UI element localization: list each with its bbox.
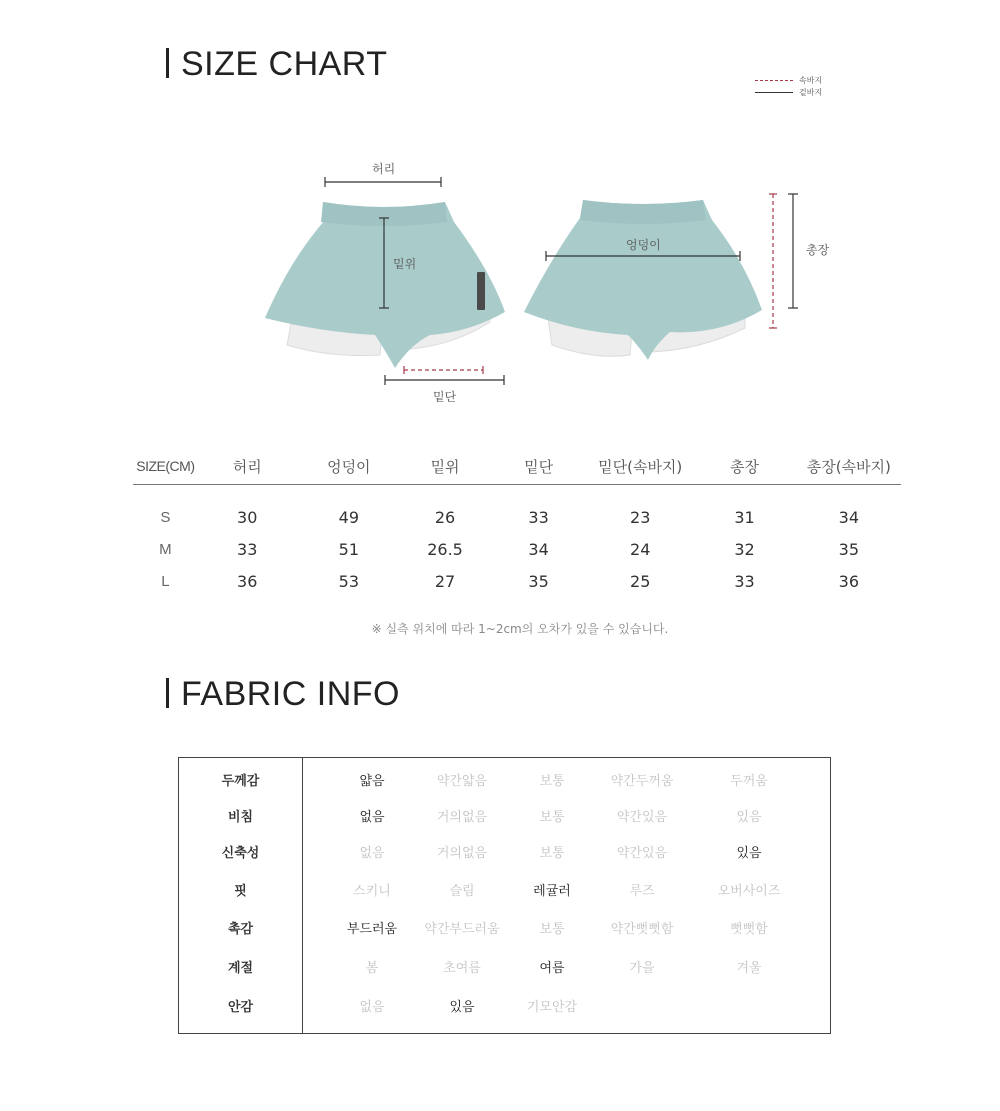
fabric-option: 겨울 bbox=[736, 961, 762, 976]
fabric-option: 있음 bbox=[449, 1000, 475, 1015]
fabric-row-label: 신축성 bbox=[221, 846, 260, 861]
table-cell: 26 bbox=[434, 507, 456, 527]
back-shorts-image bbox=[524, 200, 762, 360]
table-cell: 34 bbox=[838, 507, 859, 527]
fabric-option: 오버사이즈 bbox=[717, 884, 781, 899]
fabric-option: 봄 bbox=[365, 961, 379, 976]
hem-label: 밑단 bbox=[433, 390, 457, 404]
fabric-option: 약간두꺼움 bbox=[610, 774, 674, 789]
table-cell: 25 bbox=[630, 571, 651, 591]
table-cell: 49 bbox=[338, 507, 359, 527]
fabric-option: 기모안감 bbox=[526, 1000, 578, 1015]
col-waist: 허리 bbox=[198, 448, 297, 485]
legend-dashed-label: 속바지 bbox=[799, 75, 823, 85]
table-cell: 27 bbox=[434, 571, 456, 591]
table-cell: 31 bbox=[734, 507, 755, 527]
fabric-row bbox=[179, 877, 832, 907]
col-size: SIZE(CM) bbox=[133, 448, 198, 485]
fabric-info-title bbox=[166, 675, 400, 714]
size-table bbox=[133, 448, 901, 597]
table-cell: 26.5 bbox=[427, 539, 463, 559]
fabric-option: 약간있음 bbox=[616, 810, 668, 825]
fabric-option: 루즈 bbox=[629, 884, 655, 899]
table-cell: 34 bbox=[528, 539, 549, 559]
fabric-row bbox=[179, 767, 832, 797]
fabric-option: 스키니 bbox=[353, 884, 391, 899]
waist-label: 허리 bbox=[372, 162, 396, 176]
fabric-row-label: 촉감 bbox=[227, 922, 254, 937]
col-hem-liner: 밑단(속바지) bbox=[588, 448, 692, 485]
title-bar bbox=[166, 678, 169, 708]
fabric-option: 뻣뻣함 bbox=[730, 922, 768, 937]
size-chart-title-text: SIZE CHART bbox=[181, 45, 388, 83]
size-cell: L bbox=[161, 572, 170, 590]
fabric-option: 보통 bbox=[539, 810, 565, 825]
length-label: 총장 bbox=[806, 243, 830, 257]
fabric-row-label: 안감 bbox=[227, 1000, 254, 1015]
rise-label: 밑위 bbox=[393, 257, 417, 271]
table-cell: 36 bbox=[237, 571, 258, 591]
hip-label: 엉덩이 bbox=[626, 238, 661, 252]
table-cell: 33 bbox=[734, 571, 755, 591]
fabric-option: 두꺼움 bbox=[730, 774, 768, 789]
fabric-option: 초여름 bbox=[443, 961, 481, 976]
fabric-option: 약간있음 bbox=[616, 846, 668, 861]
fabric-option: 부드러움 bbox=[346, 922, 398, 937]
table-cell: 32 bbox=[734, 539, 755, 559]
fabric-option: 있음 bbox=[736, 846, 762, 861]
fabric-row bbox=[179, 954, 832, 984]
size-table-header bbox=[133, 448, 901, 485]
legend-solid-label: 겉바지 bbox=[799, 87, 823, 97]
table-row bbox=[133, 501, 901, 533]
fabric-option: 보통 bbox=[539, 922, 565, 937]
col-length-liner: 총장(속바지) bbox=[797, 448, 901, 485]
table-cell: 51 bbox=[338, 539, 359, 559]
fabric-row bbox=[179, 839, 832, 869]
table-cell: 53 bbox=[338, 571, 359, 591]
fabric-option: 약간뻣뻣함 bbox=[610, 922, 674, 937]
table-cell: 35 bbox=[528, 571, 549, 591]
table-row bbox=[133, 533, 901, 565]
fabric-row bbox=[179, 993, 832, 1023]
fabric-row-label: 계절 bbox=[227, 961, 254, 976]
size-cell: S bbox=[160, 508, 171, 526]
fabric-option: 얇음 bbox=[359, 774, 385, 789]
fabric-option: 약간부드러움 bbox=[424, 922, 500, 937]
front-shorts-image bbox=[265, 202, 505, 368]
size-cell: M bbox=[159, 540, 172, 558]
col-rise: 밑위 bbox=[401, 448, 489, 485]
col-hip: 엉덩이 bbox=[297, 448, 401, 485]
col-hem: 밑단 bbox=[489, 448, 588, 485]
fabric-option: 슬림 bbox=[449, 884, 475, 899]
fabric-option: 거의없음 bbox=[436, 846, 488, 861]
measurement-note: ※ 실측 위치에 따라 1~2cm의 오차가 있을 수 있습니다. bbox=[371, 622, 669, 636]
fabric-row-label: 비침 bbox=[227, 810, 254, 825]
table-cell: 23 bbox=[630, 507, 651, 527]
fabric-row-label: 핏 bbox=[234, 884, 247, 899]
fabric-row bbox=[179, 803, 832, 833]
table-cell: 36 bbox=[838, 571, 859, 591]
fabric-row bbox=[179, 915, 832, 945]
fabric-option: 있음 bbox=[736, 810, 762, 825]
table-cell: 33 bbox=[237, 539, 258, 559]
fabric-option: 없음 bbox=[359, 846, 385, 861]
fabric-row-label: 두께감 bbox=[221, 774, 260, 789]
shorts-diagram bbox=[0, 0, 1000, 420]
fabric-option: 없음 bbox=[359, 1000, 385, 1015]
table-cell: 24 bbox=[630, 539, 651, 559]
table-cell: 30 bbox=[237, 507, 258, 527]
fabric-option: 거의없음 bbox=[436, 810, 488, 825]
table-row bbox=[133, 565, 901, 597]
fabric-info-table bbox=[178, 757, 831, 1034]
fabric-option: 보통 bbox=[539, 846, 565, 861]
fabric-option: 가을 bbox=[629, 961, 655, 976]
table-cell: 35 bbox=[838, 539, 859, 559]
fabric-info-title-text: FABRIC INFO bbox=[181, 675, 400, 713]
table-cell: 33 bbox=[528, 507, 549, 527]
fabric-option: 레귤러 bbox=[533, 884, 571, 899]
fabric-option: 여름 bbox=[539, 961, 565, 976]
fabric-option: 없음 bbox=[359, 810, 385, 825]
fabric-option: 약간얇음 bbox=[436, 774, 488, 789]
fabric-option: 보통 bbox=[539, 774, 565, 789]
col-length: 총장 bbox=[692, 448, 796, 485]
